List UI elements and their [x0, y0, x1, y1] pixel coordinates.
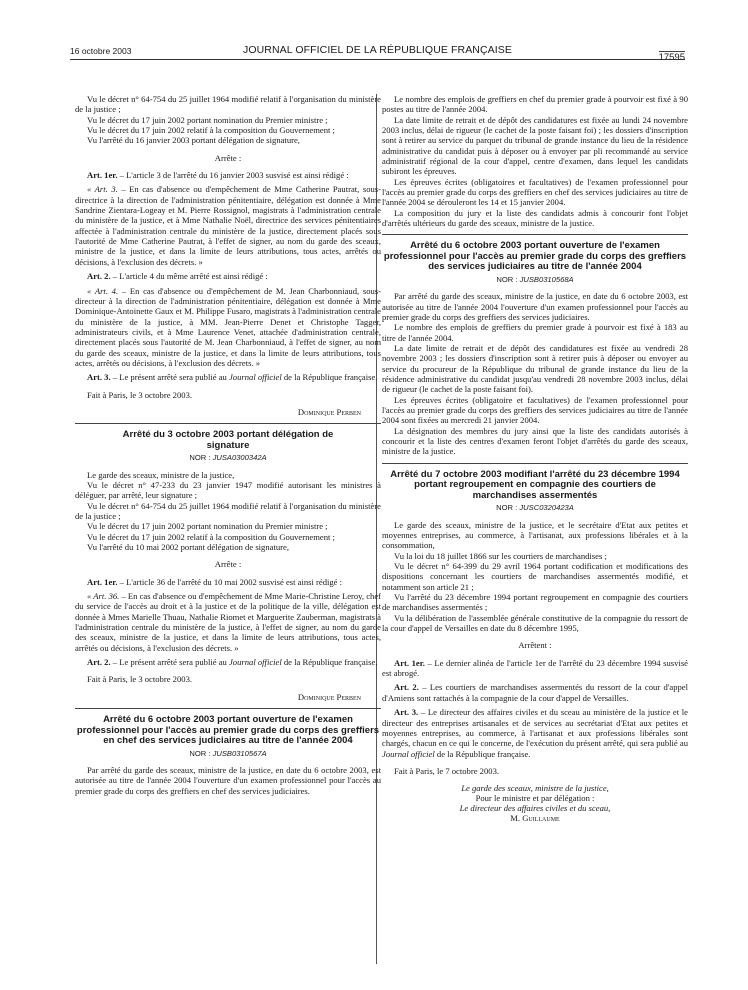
quoted-article-4: [75, 286, 381, 369]
header-date: 16 octobre 2003: [70, 46, 132, 56]
journal-title: JOURNAL OFFICIEL DE LA RÉPUBLIQUE FRANÇAISE: [243, 44, 512, 56]
signature: Dominique Perben: [297, 406, 361, 417]
quoted-article-3: [75, 184, 381, 267]
article-2: [382, 682, 688, 703]
paragraph: Vu la loi du 18 juillet 1866 sur les courtiers de marchandises ;: [394, 550, 607, 561]
article-label: Art. 1er.: [87, 170, 118, 181]
article-1: [75, 170, 381, 180]
nor-reference: [75, 453, 381, 463]
article-2: [75, 271, 381, 281]
paragraph: La date limite de retrait et de dépôt des candidatures est fixée au lundi 24 novembre 2003 inclus, délai de rigueur (le cachet de la poste faisant foi) ; les dossiers d'inscription sont à retirer au service du parquet du tribunal de grande instance du lieu de la résidence administrative du candidat puis à déposer ou à envoyer par pli recommandé au service administratif régional de la cour d'appel, centre d'examen, dans lequel les candidats subiront les épreuves.: [382, 114, 688, 177]
paragraph: La désignation des membres du jury ainsi que la liste des candidats autorisés à concourir et la liste des centres d'examen feront l'objet d'arrêtés du garde des sceaux, ministre de la justice.: [382, 425, 688, 457]
paragraph: Vu l'arrêté du 16 janvier 2003 portant délégation de signature,: [87, 135, 300, 146]
arrete-label: Arrête :: [214, 152, 242, 163]
article-text: – Le directeur des affaires civiles et du sceau au ministère de la justice et le directeur des entreprises artisanales et de services au secrétariat d'Etat aux petites et moyennes entreprises, au commerce, à l'artisanat et aux professions libérales sont chargés, chacun en ce qui le concerne, de l'exécution du présent arrêté, qui sera publié au: [382, 707, 688, 749]
section-title: Arrêté du 6 octobre 2003 portant ouverture de l'examen professionnel pour l'accès au premier grade du corps des greffiers en chef des services judiciaires au titre de l'année 2004: [76, 714, 380, 747]
arrete-label: Arrête :: [214, 559, 242, 570]
signature-block: [382, 783, 688, 823]
section-rule: [75, 708, 381, 709]
article-label: Art. 3.: [87, 372, 111, 383]
nor-reference: [75, 749, 381, 759]
section-rule: [382, 234, 688, 235]
signature-name: M. Guillaume: [510, 813, 560, 824]
quoted-article-36: [75, 591, 381, 653]
paragraph: Par arrêté du garde des sceaux, ministre de la justice, en date du 6 octobre 2003, est autorisée au titre de l'année 2004 l'ouverture d'un examen professionnel pour l'accès au premier grade du corps des greffiers en chef des services judiciaires.: [75, 765, 381, 796]
article-text: – En cas d'absence ou d'empêchement de Mme Marie-Christine Leroy, chef du service de l'accès au droit et à la justice et de la politique de la ville, délégation est donnée à Mmes Marielle Thuau, Nathalie Riomet et Marguerite Zauberman, magistrats à l'administration centrale du ministère de la justice, à l'effet de signer, au nom du garde des sceaux, ministre de la justice, et dans la limite de leurs attributions, tous actes, arrêtés ou décisions, à l'exclusion des décrets. »: [75, 591, 381, 653]
right-column: [382, 94, 688, 823]
paragraph: Vu l'arrêté du 23 décembre 1994 portant regroupement en compagnie des courtiers de marchandises assermentés ;: [382, 592, 688, 613]
section-rule: [382, 463, 688, 464]
nor-label: NOR :: [496, 274, 520, 284]
paragraph: Vu le décret n° 64-754 du 25 juillet 1964 modifié relatif à l'organisation du ministère de la justice ;: [75, 94, 381, 115]
section-title: Arrêté du 6 octobre 2003 portant ouverture de l'examen professionnel pour l'accès au premier grade du corps des greffiers des services judiciaires au titre de l'année 2004: [383, 240, 687, 273]
journal-officiel-ref: Journal officiel: [228, 657, 282, 668]
article-3: [75, 372, 381, 382]
fait-line: Fait à Paris, le 3 octobre 2003.: [87, 674, 193, 685]
nor-code: JUSB0310567A: [212, 748, 267, 758]
article-text: de la République française.: [281, 657, 378, 668]
nor-label: NOR :: [496, 503, 520, 513]
arretent-label: Arrêtent :: [518, 640, 552, 651]
fait-line: Fait à Paris, le 7 octobre 2003.: [394, 765, 500, 776]
article-3: [382, 707, 688, 759]
article-label: Art. 2.: [87, 271, 111, 282]
article-text: – L'article 4 du même arrêté est ainsi rédigé :: [110, 271, 268, 282]
journal-officiel-ref: Journal officiel: [382, 748, 435, 759]
article-label: Art. 2.: [394, 682, 419, 693]
nor-reference: [382, 503, 688, 513]
paragraph: Vu le décret n° 64-754 du 25 juillet 1964 modifié relatif à l'organisation du ministère de la justice ;: [75, 500, 381, 521]
nor-code: JUSA0300342A: [212, 453, 267, 463]
page-number: 17595: [658, 52, 685, 63]
article-label: Art. 2.: [87, 657, 111, 668]
paragraph: Vu le décret n° 47-233 du 23 janvier 1947 modifié autorisant les ministres à déléguer, par arrêté, leur signature ;: [75, 479, 381, 501]
article-text: – Le dernier alinéa de l'article 1er de l'arrêté du 23 décembre 1994 susvisé est abrogé.: [382, 657, 688, 679]
article-text: – Le présent arrêté sera publié au: [110, 657, 229, 668]
paragraph: Vu le décret du 17 juin 2002 relatif à la composition du Gouvernement ;: [87, 125, 335, 136]
article-1: [75, 577, 381, 587]
paragraph: Vu la délibération de l'assemblée générale constitutive de la compagnie du ressort de la cour d'appel de Versailles en date du 8 décembre 1995,: [382, 612, 688, 634]
section-title: Arrêté du 7 octobre 2003 modifiant l'arrêté du 23 décembre 1994 portant regroupement en compagnie des courtiers de marchandises assermentés: [390, 468, 680, 501]
page-header: [70, 44, 685, 63]
nor-label: NOR :: [189, 748, 213, 758]
article-text: de la République française.: [281, 372, 378, 383]
signature-line: Pour le ministre et par délégation :: [475, 793, 595, 804]
signature-line: Le directeur des affaires civiles et du sceau,: [459, 803, 611, 814]
paragraph: Par arrêté du garde des sceaux, ministre de la justice, en date du 6 octobre 2003, est autorisée au titre de l'année 2004 l'ouverture d'un examen professionnel pour l'accès au premier grade du corps des greffiers des services judiciaires.: [382, 291, 688, 322]
paragraph: Les épreuves écrites (obligatoire et facultatives) de l'examen professionnel pour l'accès au premier grade du corps des greffiers des services judiciaires au titre de l'année 2004 sont fixées au mercredi 21 janvier 2004.: [382, 394, 688, 426]
article-text: – En cas d'absence ou d'empêchement de M. Jean Charbonniaud, sous-directeur à la direction de l'administration pénitentiaire, délégation est donnée à Mme Dominique-Antoinette Gaux et M. Philippe Fusaro, magistrats à l'administration centrale du ministère de la justice, à MM. Jean-Pierre Denet et Christophe Tagger, administrateurs civils, et à Mme Laurence Venet, attachée d'administration centrale, directement placés sous l'autorité de M. Jean Charbonniaud, à l'effet de signer, au nom du garde des sceaux, ministre de la justice, et dans la limite de leurs attributions, tous actes, arrêtés ou décisions, à l'exclusion des décrets. »: [75, 285, 381, 368]
article-1: [382, 658, 688, 679]
section-title: Arrêté du 3 octobre 2003 portant délégation de signature: [122, 429, 334, 451]
article-label: Art. 1er.: [394, 657, 425, 668]
paragraph: Vu le décret du 17 juin 2002 relatif à la composition du Gouvernement ;: [87, 531, 335, 542]
paragraph: La composition du jury et la liste des candidats admis à concourir font l'objet d'arrêtés ultérieurs du garde des sceaux, ministre de la justice.: [382, 207, 688, 229]
article-label: « Art. 3.: [87, 184, 118, 195]
paragraph: Le nombre des emplois de greffiers en chef du premier grade à pourvoir est fixé à 90 postes au titre de l'année 2004.: [382, 94, 688, 115]
section-rule: [75, 423, 381, 424]
paragraph: Vu le décret du 17 juin 2002 portant nomination du Premier ministre ;: [87, 521, 328, 532]
article-label: « Art. 4.: [87, 285, 119, 296]
paragraph: Vu le décret du 17 juin 2002 portant nomination du Premier ministre ;: [87, 114, 328, 125]
article-2: [75, 657, 381, 667]
paragraph: Le garde des sceaux, ministre de la justice,: [87, 469, 235, 480]
article-text: – L'article 36 de l'arrêté du 10 mai 2002 susvisé est ainsi rédigé :: [117, 576, 343, 587]
article-label: Art. 3.: [394, 707, 419, 718]
article-text: – En cas d'absence ou d'empêchement de Mme Catherine Pautrat, sous-directrice à la direction de l'administration pénitentiaire, délégation est donnée à Mme Sandrine Zientara-Logeay et M. Pierre Rossignol, magistrats à l'administration centrale du ministère de la justice, et à Mme Nathalie Noël, directrice des services pénitentiaires affectée à l'administration centrale du ministère de la justice, directement placés sous l'autorité de Mme Catherine Pautrat, à l'effet de signer, au nom du garde des sceaux, ministre de la justice, et dans la limite de leurs attributions, tous actes, arrêtés ou décisions, à l'exclusion des décrets. »: [75, 184, 381, 267]
article-text: – Le présent arrêté sera publié au: [110, 372, 229, 383]
article-label: « Art. 36.: [87, 591, 120, 602]
nor-code: JUSB0310568A: [519, 274, 574, 284]
article-text: – L'article 3 de l'arrêté du 16 janvier 2003 susvisé est ainsi rédigé :: [117, 170, 349, 181]
left-column: [75, 94, 381, 796]
paragraph: Vu le décret n° 64-399 du 29 avril 1964 portant codification et modifications des dispositions concernant les courtiers de marchandises assermentés modifié, et notamment son article 21 ;: [382, 561, 688, 592]
paragraph: La date limite de retrait et de dépôt des candidatures est fixée au vendredi 28 novembre 2003 ; les dossiers d'inscription sont à retirer puis à déposer ou envoyer au service du procureur de la République du tribunal de grande instance du lieu de la résidence administrative du candidat jusqu'au vendredi 28 novembre 2003 inclus, délai de rigueur (le cachet de la poste faisant foi).: [382, 343, 688, 395]
signature-line: Le garde des sceaux, ministre de la justice,: [461, 783, 609, 794]
article-text: – Les courtiers de marchandises assermentés du ressort de la cour d'appel d'Amiens sont rattachés à la compagnie de la cour d'appel de Versailles.: [382, 682, 689, 703]
article-label: Art. 1er.: [87, 576, 118, 587]
paragraph: Le nombre des emplois de greffiers du premier grade à pourvoir est fixé à 183 au titre de l'année 2004.: [382, 322, 688, 343]
journal-officiel-ref: Journal officiel: [228, 372, 282, 383]
nor-reference: [382, 275, 688, 285]
article-text: de la République française.: [434, 748, 531, 759]
signature: Dominique Perben: [297, 691, 361, 702]
paragraph: Les épreuves écrites (obligatoires et facultatives) de l'examen professionnel pour l'accès au premier grade du corps des greffiers en chef des services judiciaires au titre de l'année 2004 se dérouleront les 14 et 15 janvier 2004.: [382, 176, 688, 208]
paragraph: Vu l'arrêté du 10 mai 2002 portant délégation de signature,: [87, 542, 289, 553]
fait-line: Fait à Paris, le 3 octobre 2003.: [87, 389, 193, 400]
header-rule: [70, 59, 685, 60]
nor-label: NOR :: [189, 453, 213, 463]
paragraph: Le garde des sceaux, ministre de la justice, et le secrétaire d'Etat aux petites et moyennes entreprises, au commerce, à l'artisanat, aux professions libérales et à la consommation,: [382, 519, 688, 551]
nor-code: JUSC0320423A: [519, 503, 574, 513]
